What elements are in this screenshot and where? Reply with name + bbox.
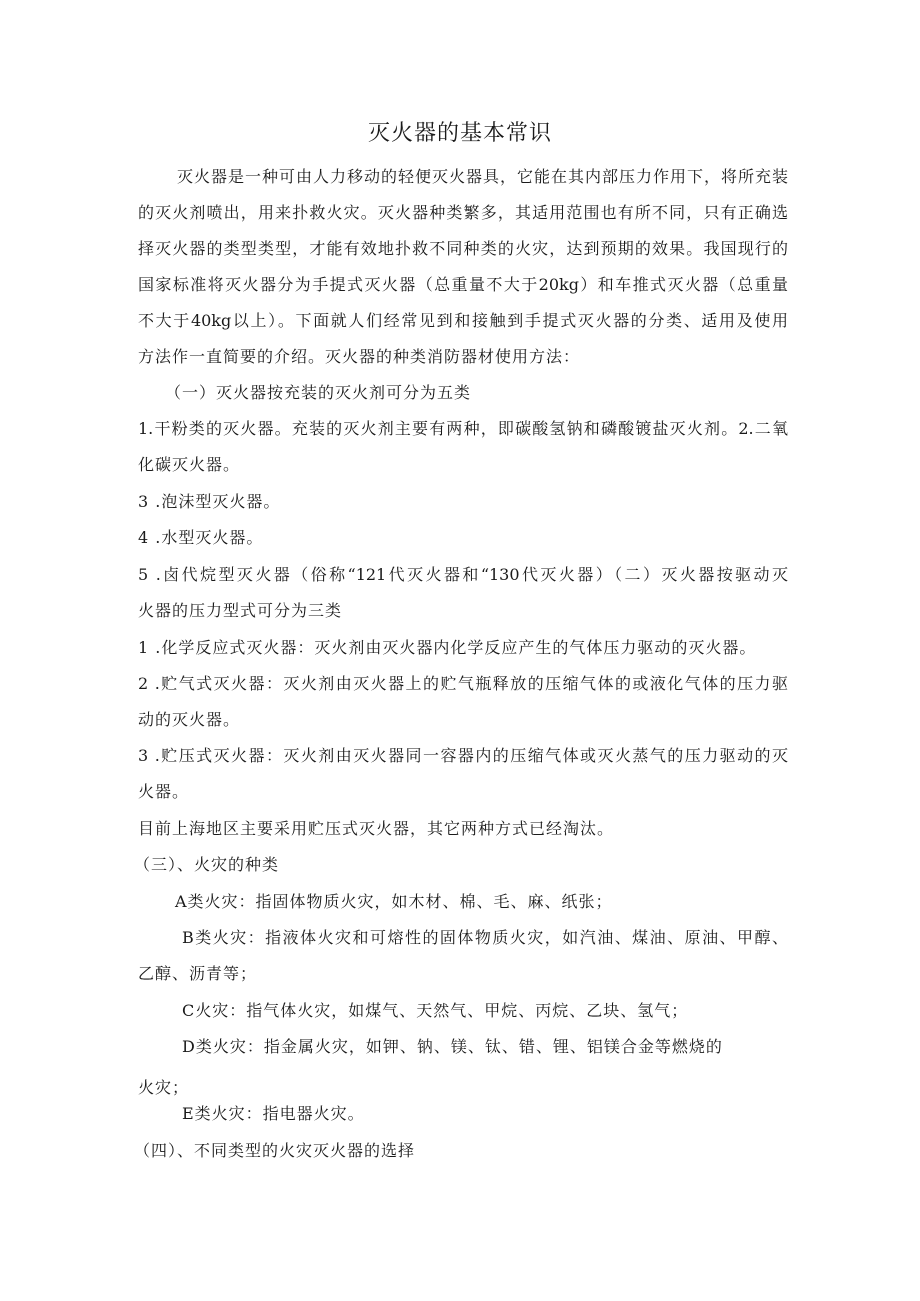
paragraph-line: 择灭火器的类型类型，才能有效地扑救不同种类的火灾，达到预期的效果。我国现行的	[138, 239, 788, 258]
list-item: 动的灭火器。	[138, 710, 241, 729]
paragraph-line: 国家标准将灭火器分为手提式灭火器（总重量不大于20kg）和车推式灭火器（总重量	[138, 275, 788, 294]
paragraph-line: 不大于40kg以上）。下面就人们经常见到和接触到手提式灭火器的分类、适用及使用	[138, 311, 788, 330]
list-item: E类火灾：指电器火灾。	[182, 1104, 365, 1123]
list-item: 火器的压力型式可分为三类	[138, 601, 343, 620]
section-heading: （三）、火灾的种类	[134, 855, 280, 874]
list-item: 5 .卤代烷型灭火器（俗称“121代灭火器和“130代灭火器）（二）灭火器按驱动灭	[138, 565, 788, 584]
paragraph-line: 的灭火剂喷出，用来扑救火灾。灭火器种类繁多，其适用范围也有所不同，只有正确选	[138, 203, 788, 222]
list-item: 乙醇、沥青等；	[138, 964, 258, 983]
list-item: 1.干粉类的灭火器。充装的灭火剂主要有两种，即碳酸氢钠和磷酸镀盐灭火剂。2.二氧	[138, 419, 788, 438]
list-item: D类火灾：指金属火灾，如钾、钠、镁、钛、错、锂、铝镁合金等燃烧的	[182, 1037, 723, 1056]
list-item: 化碳灭火器。	[138, 455, 241, 474]
paragraph-line: 灭火器是一种可由人力移动的轻便灭火器具，它能在其内部压力作用下，将所充装	[177, 167, 788, 186]
paragraph-line: 方法作一直简要的介绍。灭火器的种类消防器材使用方法：	[138, 347, 581, 366]
list-item: 3 .贮压式灭火器：灭火剂由灭火器同一容器内的压缩气体或灭火蒸气的压力驱动的灭	[138, 746, 788, 765]
list-item: 火器。	[138, 782, 190, 801]
list-item: A类火灾：指固体物质火灾，如木材、棉、毛、麻、纸张；	[175, 892, 613, 911]
list-item: 3 .泡沫型灭火器。	[138, 492, 281, 511]
page-title: 灭火器的基本常识	[367, 121, 552, 146]
section-heading: （一）灭火器按充装的灭火剂可分为五类	[165, 383, 472, 402]
list-item: B类火灾：指液体火灾和可熔性的固体物质火灾，如汽油、煤油、原油、甲醇、	[182, 928, 788, 947]
list-item: 1 .化学反应式灭火器：灭火剂由灭火器内化学反应产生的气体压力驱动的灭火器。	[138, 638, 757, 657]
list-item: C火灾：指气体火灾，如煤气、天然气、甲烷、丙烷、乙块、氢气；	[182, 1001, 689, 1020]
list-item: 4 .水型灭火器。	[138, 528, 264, 547]
section-heading: （四）、不同类型的火灾灭火器的选择	[134, 1141, 416, 1160]
list-item: 2 .贮气式灭火器：灭火剂由灭火器上的贮气瓶释放的压缩气体的或液化气体的压力驱	[138, 674, 788, 693]
list-item: 火灾；	[138, 1078, 190, 1097]
paragraph-line: 目前上海地区主要采用贮压式灭火器，其它两种方式已经淘汰。	[138, 819, 615, 838]
